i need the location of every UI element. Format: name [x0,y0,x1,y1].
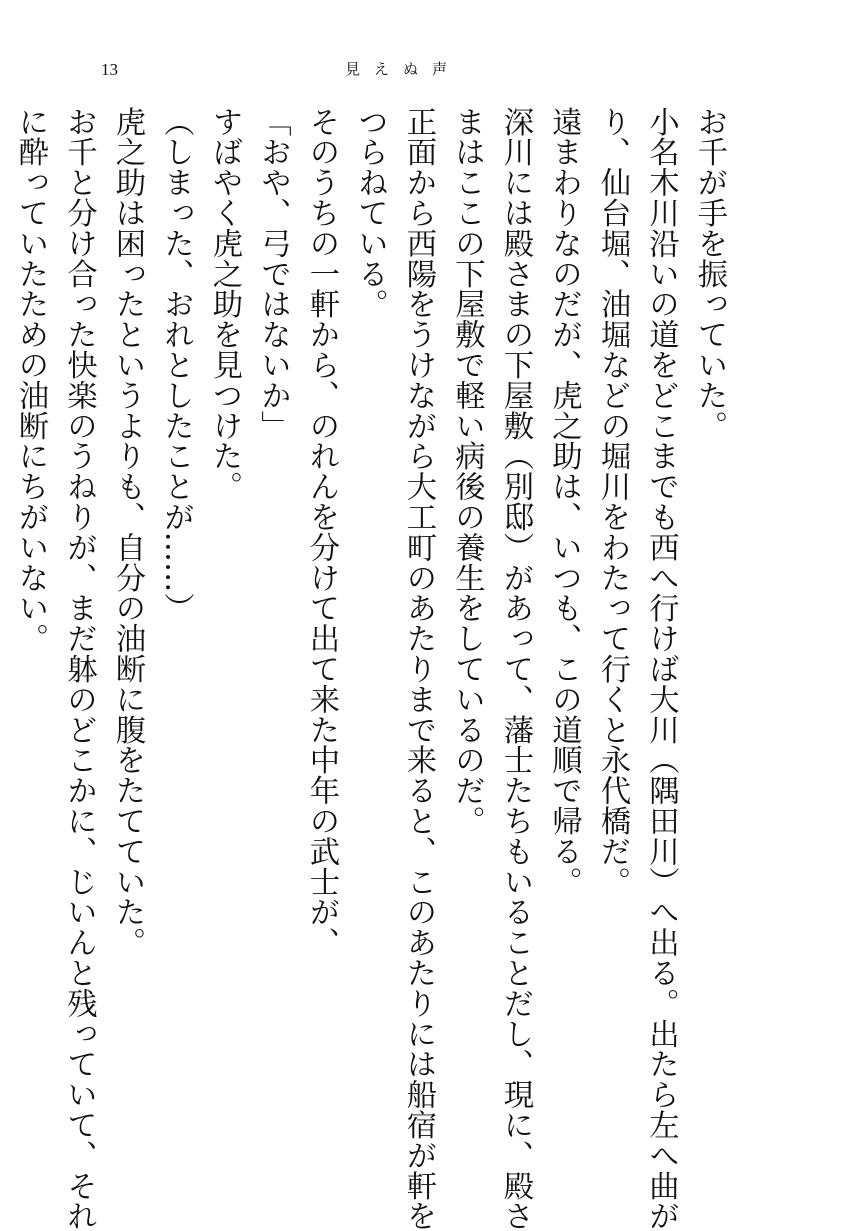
text-line: そのうちの一軒から、のれんを分けて出て来た中年の武士が、 [304,106,339,958]
text-line: に酔っていたための油断にちがいない。 [13,106,48,654]
text-line: （しまった、おれとしたことが……） [158,106,194,623]
text-line: すばやく虎之助を見つけた。 [207,106,242,502]
text-line [0,106,6,1106]
page-number: 13 [101,60,118,79]
text-line: 虎之助は困ったというよりも、自分の油断に腹をたてていた。 [110,106,145,958]
text-line: つらねている。 [352,106,388,319]
text-line: 小名木川沿いの道をどこまでも西へ行けば大川（隅田川）へ出る。出たら左へ曲が [643,106,679,1231]
text-line: お千が手を振っていた。 [692,106,727,441]
body-text [13,106,733,1231]
text-line: 「おや、弓ではないか」 [255,106,291,441]
text-line: まはここの下屋敷で軽い病後の養生をしているのだ。 [449,106,485,836]
text-line: お千と分け合った快楽のうねりが、まだ躰のどこかに、じいんと残っていて、それ [61,106,97,1231]
text-line: 深川には殿さまの下屋敷（別邸）があって、藩士たちもいることだし、現に、殿さ [498,106,533,1231]
text-line: り、仙台堀、油堀などの堀川をわたって行くと永代橋だ。 [595,106,630,897]
text-line: 正面から西陽をうけながら大工町のあたりまで来ると、このあたりには船宿が軒を [401,106,436,1231]
text-line: 遠まわりなのだが、虎之助は、いつも、この道順で帰る。 [546,106,582,897]
running-head-title: 見えぬ声 [345,60,462,78]
